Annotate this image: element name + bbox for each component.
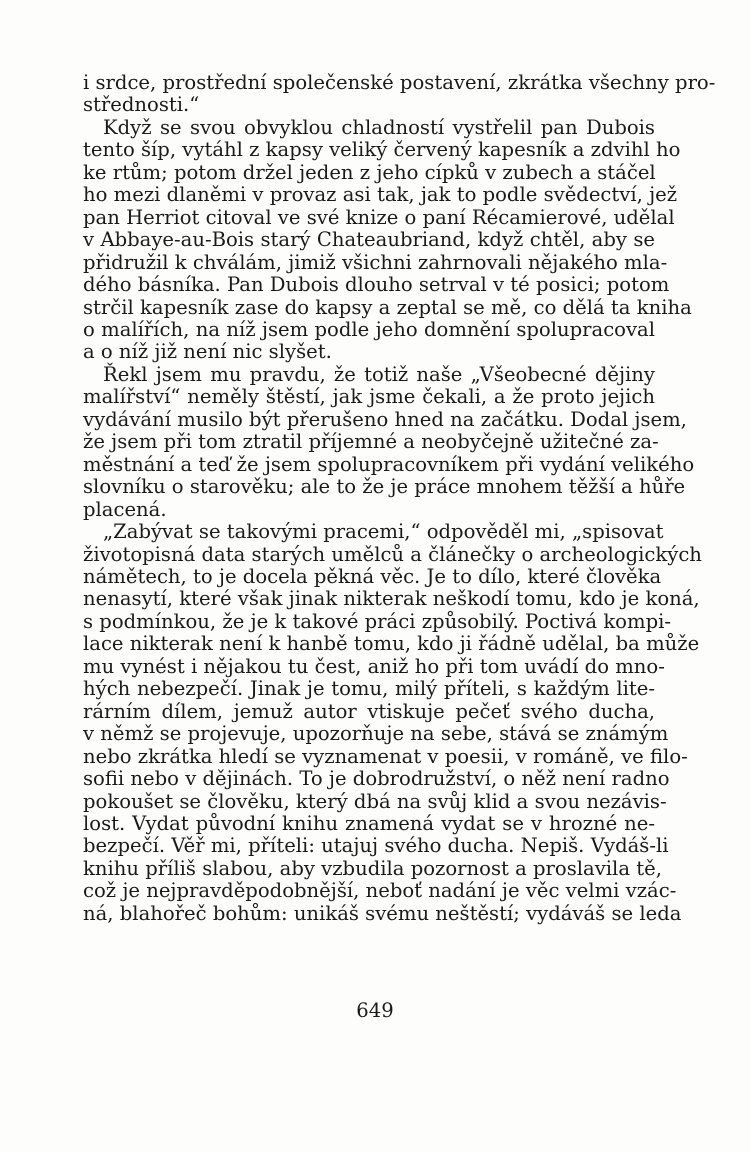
text-line: nebo zkrátka hledí se vyznamenat v poesii, v románě, ve filo- bbox=[83, 744, 688, 768]
text-line: slovníku o starověku; ale to že je práce mnohem těžší a hůře bbox=[83, 475, 686, 499]
text-line: bezpečí. Věř mi, příteli: utajuj svého ducha. Nepiš. Vydáš-li bbox=[83, 834, 669, 858]
text-line: ke rtům; potom držel jeden z jeho cípků v zubech a stáčel bbox=[83, 160, 656, 184]
text-line: i srdce, prostřední společenské postavení, zkrátka všechny pro- bbox=[83, 71, 716, 94]
text-line: střednosti.“ bbox=[83, 93, 200, 117]
paragraph bbox=[83, 115, 692, 364]
text-line: pokoušet se člověku, který dbá na svůj klid a svou nezávis- bbox=[83, 789, 667, 813]
page-number: 649 bbox=[356, 999, 394, 1022]
text-line: malířství“ neměly štěstí, jak jsme čekali, a že proto jejich bbox=[83, 385, 655, 409]
text-line: přidružil k chválám, jimiž všichni zahrnovali nějakého mla- bbox=[83, 250, 668, 274]
text-line: v němž se projevuje, upozorňuje na sebe, stává se známým bbox=[83, 722, 669, 746]
text-line: tento šíp, vytáhl z kapsy veliký červený kapesník a zdvihl ho bbox=[83, 138, 681, 162]
text-line: lost. Vydat původní knihu znamená vydat se v hrozné ne- bbox=[83, 811, 655, 835]
text-line: vydávání musilo být přerušeno hned na začátku. Dodal jsem, bbox=[83, 407, 687, 431]
text-line: hých nebezpečí. Jinak je tomu, milý příteli, s každým lite- bbox=[83, 677, 655, 701]
text-line: a o níž již není nic slyšet. bbox=[83, 340, 332, 364]
text-line: dého básníka. Pan Dubois dlouho setrval v té posici; potom bbox=[83, 273, 670, 297]
text-line: námětech, to je docela pěkná věc. Je to dílo, které člověka bbox=[83, 564, 662, 588]
text-line: sofii nebo v dějinách. To je dobrodružství, o něž není radno bbox=[83, 767, 670, 791]
text-line: Když se svou obvyklou chladností vystřelil pan Dubois bbox=[103, 115, 655, 139]
paragraph bbox=[83, 520, 702, 925]
text-line: „Zabývat se takovými pracemi,“ odpověděl mi, „spisovat bbox=[103, 520, 664, 544]
text-line: ná, blahořeč bohům: unikáš svému neštěstí; vydáváš se leda bbox=[83, 901, 682, 925]
text-line: městnání a teď že jsem spolupracovníkem při vydání velikého bbox=[83, 452, 695, 476]
text-line: strčil kapesník zase do kapsy a zeptal se mě, co dělá ta kniha bbox=[83, 295, 692, 319]
text-line: pan Herriot citoval ve své knize o paní Récamierové, udělal bbox=[83, 205, 675, 229]
text-line: Řekl jsem mu pravdu, že totiž naše „Všeobecné dějiny bbox=[103, 362, 655, 386]
text-line: ho mezi dlaněmi v provaz asi tak, jak to podle svědectví, jež bbox=[83, 183, 678, 207]
text-line: mu vynést i nějakou tu čest, aniž ho při tom uvádí do mno- bbox=[83, 654, 665, 678]
text-line: o malířích, na níž jsem podle jeho domnění spolupracoval bbox=[83, 317, 655, 341]
text-line: nenasytí, které však jinak nikterak neškodí tomu, kdo je koná, bbox=[83, 587, 700, 611]
text-line: lace nikterak není k hanbě tomu, kdo ji řádně udělal, ba může bbox=[83, 632, 700, 656]
text-line: placená. bbox=[83, 497, 167, 521]
text-line: knihu příliš slabou, aby vzbudila pozornost a proslavila tě, bbox=[83, 856, 662, 880]
text-line: že jsem při tom ztratil příjemné a neobyčejně užitečné za- bbox=[83, 430, 659, 454]
text-line: s podmínkou, že je k takové práci způsobilý. Poctivá kompi- bbox=[83, 609, 671, 633]
paragraph bbox=[83, 362, 695, 521]
text-line: životopisná data starých umělců a článečky o archeologických bbox=[83, 542, 702, 566]
text-line: v Abbaye-au-Bois starý Chateaubriand, když chtěl, aby se bbox=[83, 228, 655, 252]
text-line: rárním dílem, jemuž autor vtiskuje pečeť svého ducha, bbox=[83, 699, 655, 723]
text-line: což je nejpravděpodobnější, neboť nadání je věc velmi vzác- bbox=[83, 879, 677, 903]
body-text bbox=[83, 71, 716, 925]
paragraph bbox=[83, 71, 716, 117]
